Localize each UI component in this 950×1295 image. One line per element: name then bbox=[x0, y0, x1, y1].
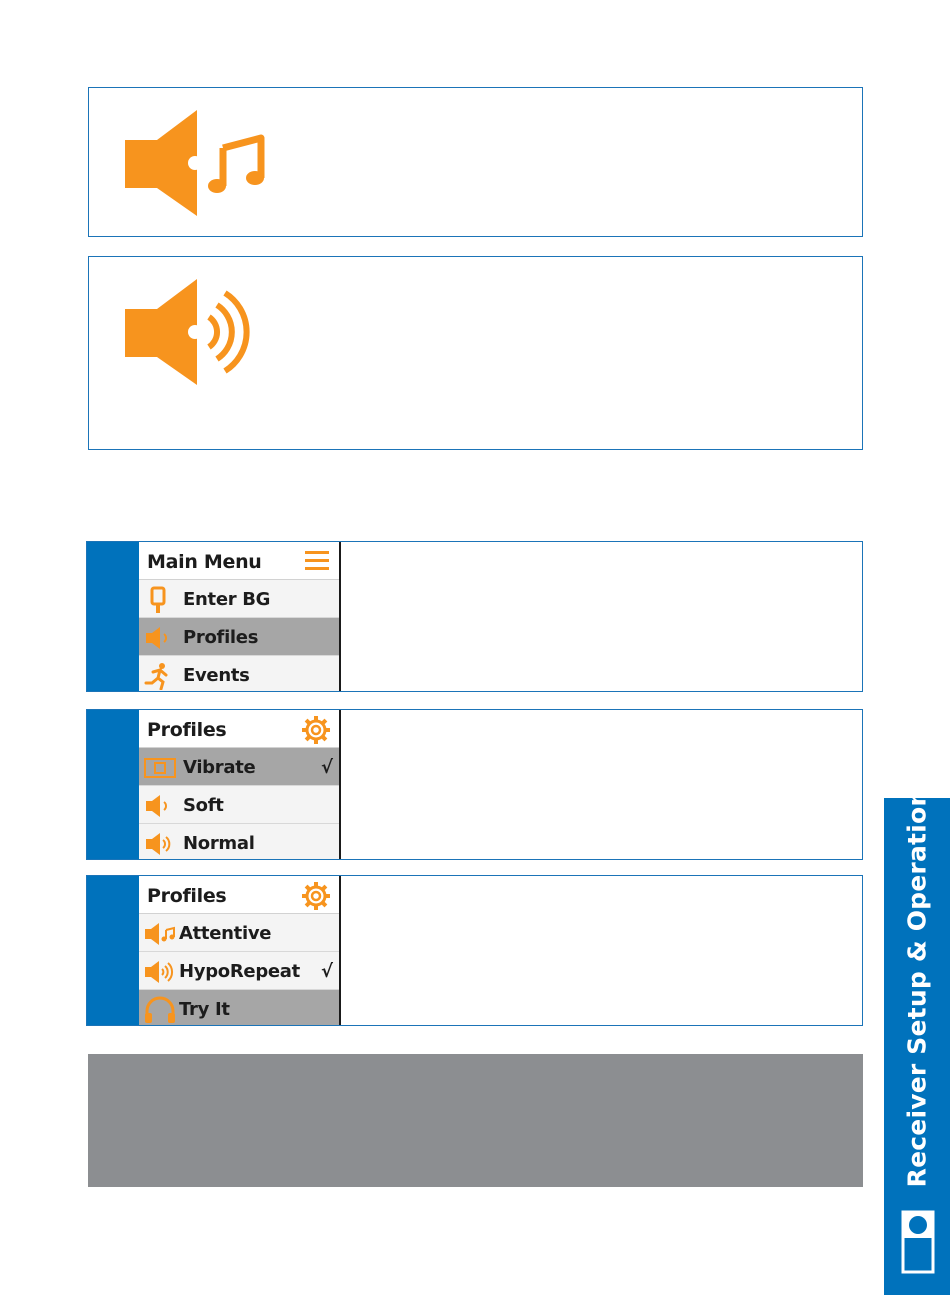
step-marker bbox=[87, 542, 139, 691]
step-row-profiles-1 bbox=[86, 709, 863, 860]
gear-icon[interactable] bbox=[301, 881, 331, 911]
menu-item-events[interactable] bbox=[139, 656, 339, 691]
profile-item-label: Vibrate bbox=[183, 757, 256, 778]
profile-item-normal[interactable] bbox=[139, 824, 339, 859]
gear-icon[interactable] bbox=[301, 715, 331, 745]
step-row-main-menu bbox=[86, 541, 863, 692]
menu-item-enter-bg[interactable] bbox=[139, 580, 339, 618]
menu-item-label: Profiles bbox=[183, 627, 259, 648]
screen-title: Main Menu bbox=[147, 551, 262, 573]
top-rule bbox=[0, 0, 950, 6]
blood-meter-icon bbox=[143, 586, 173, 614]
menu-item-label: Enter BG bbox=[183, 589, 271, 610]
note-box bbox=[88, 1054, 863, 1187]
vibrate-icon bbox=[143, 754, 177, 782]
speaker-note-icon bbox=[143, 920, 177, 948]
profile-item-label: Soft bbox=[183, 795, 224, 816]
section-side-tab bbox=[884, 788, 950, 1295]
menu-item-profiles[interactable] bbox=[139, 618, 339, 656]
screen-header bbox=[139, 542, 339, 580]
profile-item-label: Attentive bbox=[179, 923, 272, 944]
profile-item-try-it[interactable] bbox=[139, 990, 339, 1025]
receiver-screen-main-menu bbox=[139, 542, 341, 691]
headphones-icon bbox=[143, 996, 177, 1024]
hamburger-menu-icon[interactable] bbox=[303, 547, 331, 575]
receiver-device-icon bbox=[901, 1210, 935, 1274]
profile-item-label: Try It bbox=[179, 999, 230, 1020]
screen-header bbox=[139, 876, 339, 914]
hyporepeat-profile-box bbox=[88, 256, 863, 450]
receiver-screen-profiles bbox=[139, 710, 341, 859]
speaker-soft-icon bbox=[143, 792, 173, 820]
screen-title: Profiles bbox=[147, 885, 227, 907]
screen-title: Profiles bbox=[147, 719, 227, 741]
screen-header bbox=[139, 710, 339, 748]
speaker-icon bbox=[143, 624, 173, 652]
selected-check-mark: √ bbox=[320, 961, 333, 982]
step-row-profiles-2 bbox=[86, 875, 863, 1026]
profile-item-label: HypoRepeat bbox=[179, 961, 300, 982]
attentive-profile-box bbox=[88, 87, 863, 237]
profile-item-vibrate[interactable] bbox=[139, 748, 339, 786]
section-title: Receiver Setup & Operation bbox=[902, 788, 932, 1188]
speaker-waves-icon bbox=[143, 958, 177, 986]
step-marker bbox=[87, 876, 139, 1025]
step-marker bbox=[87, 710, 139, 859]
receiver-screen-profiles bbox=[139, 876, 341, 1025]
profile-item-attentive[interactable] bbox=[139, 914, 339, 952]
selected-check-mark: √ bbox=[320, 757, 333, 778]
speaker-with-sound-waves-icon bbox=[119, 277, 269, 392]
menu-item-label: Events bbox=[183, 665, 250, 686]
speaker-with-music-note-icon bbox=[119, 108, 269, 223]
running-person-icon bbox=[143, 662, 173, 690]
profile-item-hyporepeat[interactable] bbox=[139, 952, 339, 990]
speaker-normal-icon bbox=[143, 830, 173, 858]
profile-item-soft[interactable] bbox=[139, 786, 339, 824]
profile-item-label: Normal bbox=[183, 833, 255, 854]
